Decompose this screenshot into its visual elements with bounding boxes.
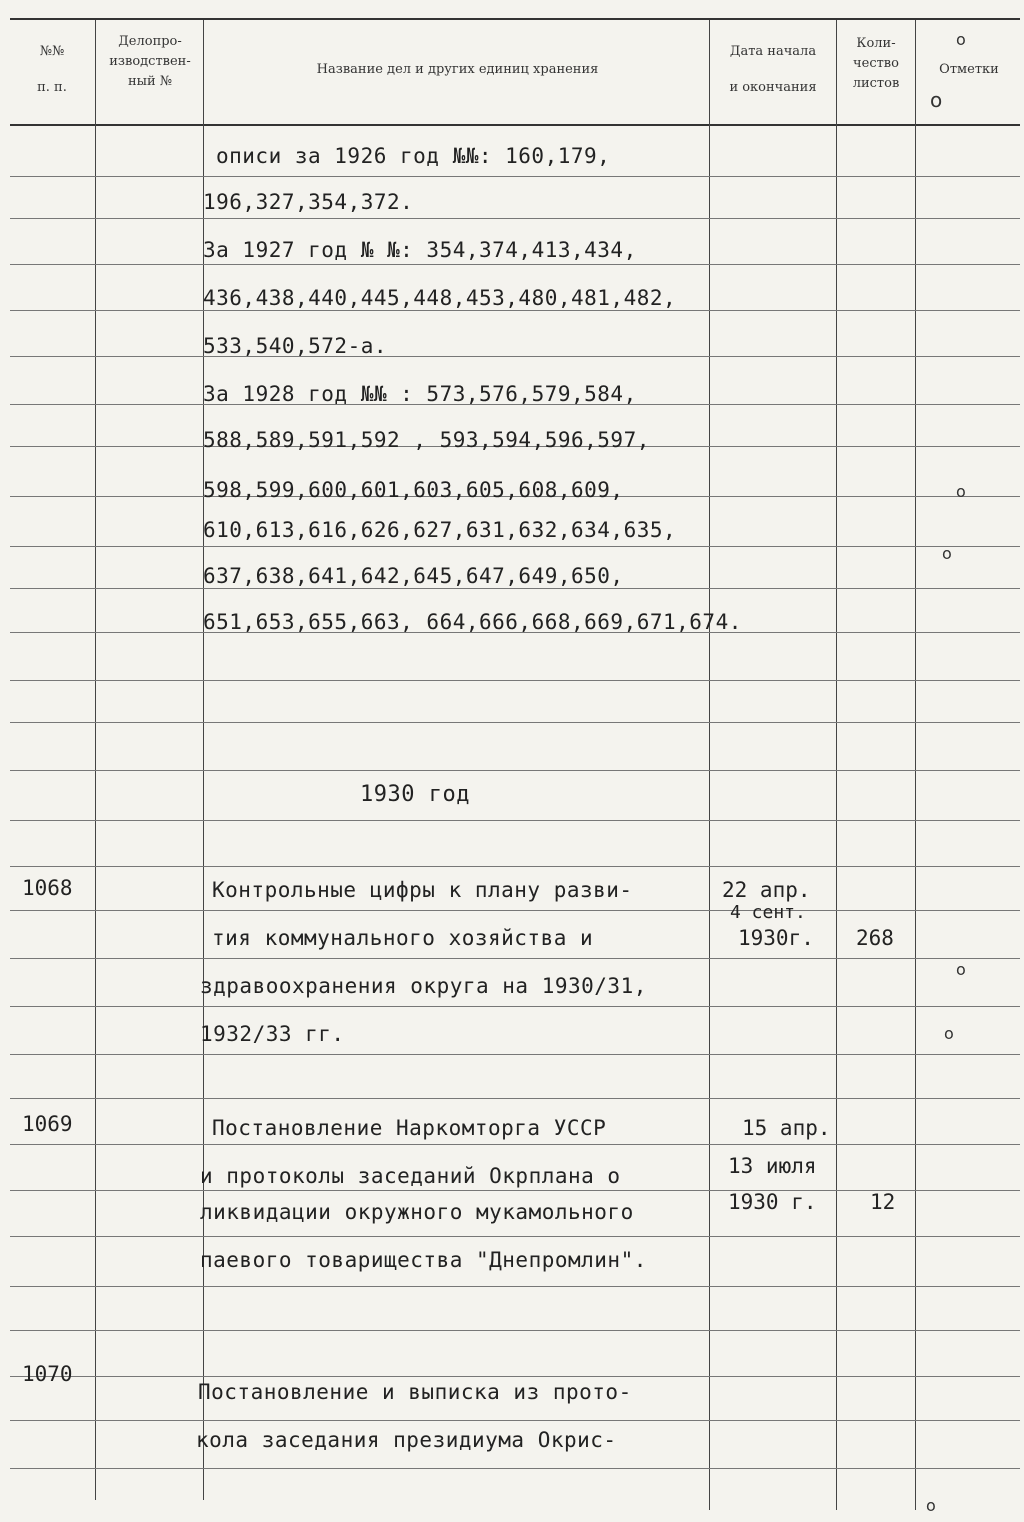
continuation-line: За 1928 год №№ : 573,576,579,584,	[203, 382, 637, 406]
row-rule-line	[10, 866, 1020, 867]
row-rule-line	[10, 1190, 1020, 1191]
record-number: 1069	[22, 1112, 73, 1136]
header-col-notes: Отметки	[939, 62, 999, 77]
record-number: 1070	[22, 1362, 73, 1386]
record-sheets: 12	[870, 1190, 896, 1214]
row-rule-line	[10, 588, 1020, 589]
notes-circle-mark: o	[956, 482, 966, 501]
continuation-line: 651,653,655,663, 664,666,668,669,671,674.	[203, 610, 742, 634]
header-col-num: №№ п. п.	[37, 44, 67, 95]
row-rule-line	[10, 1468, 1020, 1469]
continuation-line: 598,599,600,601,603,605,608,609,	[203, 478, 624, 502]
continuation-line: 196,327,354,372.	[203, 190, 414, 214]
row-rule-line	[10, 1054, 1020, 1055]
record-title-line: и протоколы заседаний Окрплана о	[200, 1164, 621, 1188]
record-title-line: паевого товарищества "Днепромлин".	[200, 1248, 647, 1272]
row-rule-line	[10, 910, 1020, 911]
notes-circle-mark: o	[956, 960, 966, 979]
continuation-line: 588,589,591,592 , 593,594,596,597,	[203, 428, 650, 452]
record-title-line: кола заседания президиума Окрис-	[196, 1428, 617, 1452]
row-rule-line	[10, 1098, 1020, 1099]
header-bottom-border	[10, 124, 1020, 126]
record-date-line: 13 июля	[728, 1154, 817, 1178]
row-rule-line	[10, 310, 1020, 311]
header-p-mark: o	[930, 88, 943, 112]
record-title-line: ликвидации окружного мукамольного	[200, 1200, 634, 1224]
continuation-line: 533,540,572-а.	[203, 334, 388, 358]
row-rule-line	[10, 958, 1020, 959]
row-rule-line	[10, 1286, 1020, 1287]
row-rule-line	[10, 1376, 1020, 1377]
record-sheets: 268	[856, 926, 894, 950]
record-title-line: здравоохранения округа на 1930/31,	[200, 974, 647, 998]
row-rule-line	[10, 1420, 1020, 1421]
header-col-title: Название дел и других единиц хранения	[316, 62, 599, 77]
record-title-line: Постановление и выписка из прото-	[198, 1380, 632, 1404]
continuation-line: описи за 1926 год №№: 160,179,	[216, 144, 611, 168]
row-rule-line	[10, 1330, 1020, 1331]
record-title-line: 1932/33 гг.	[200, 1022, 345, 1046]
record-title-line: Контрольные цифры к плану разви-	[212, 878, 633, 902]
header-circle-mark: o	[956, 30, 966, 49]
record-date-line: 22 апр.	[722, 878, 811, 902]
section-title-1930: 1930 год	[360, 782, 470, 807]
record-title-line: Постановление Наркомторга УССР	[212, 1116, 607, 1140]
record-date-line: 4 сент.	[730, 902, 806, 923]
notes-circle-mark: o	[926, 1496, 936, 1515]
notes-circle-mark: o	[942, 544, 952, 563]
header-col-count: Коли- чество листов	[852, 36, 900, 91]
row-rule-line	[10, 820, 1020, 821]
record-number: 1068	[22, 876, 73, 900]
row-rule-line	[10, 1144, 1020, 1145]
row-rule-line	[10, 176, 1020, 177]
row-rule-line	[10, 722, 1020, 723]
continuation-line: 637,638,641,642,645,647,649,650,	[203, 564, 624, 588]
row-rule-line	[10, 680, 1020, 681]
record-date-line: 1930г.	[738, 926, 814, 950]
continuation-line: 610,613,616,626,627,631,632,634,635,	[203, 518, 677, 542]
notes-circle-mark: o	[944, 1024, 954, 1043]
row-rule-line	[10, 1006, 1020, 1007]
header-col-date: Дата начала и окончания	[729, 44, 817, 95]
continuation-line: 436,438,440,445,448,453,480,481,482,	[203, 286, 677, 310]
row-rule-line	[10, 770, 1020, 771]
header-col-delo: Делопро- изводствен- ный №	[109, 34, 191, 89]
row-rule-line	[10, 546, 1020, 547]
row-rule-line	[10, 1236, 1020, 1237]
record-date-line: 1930 г.	[728, 1190, 817, 1214]
continuation-line: За 1927 год № №: 354,374,413,434,	[203, 238, 637, 262]
record-title-line: тия коммунального хозяйства и	[212, 926, 594, 950]
row-rule-line	[10, 218, 1020, 219]
row-rule-line	[10, 264, 1020, 265]
row-rule-line	[10, 356, 1020, 357]
top-border	[10, 18, 1020, 20]
col-divider-1	[95, 20, 96, 1500]
record-date-line: 15 апр.	[742, 1116, 831, 1140]
